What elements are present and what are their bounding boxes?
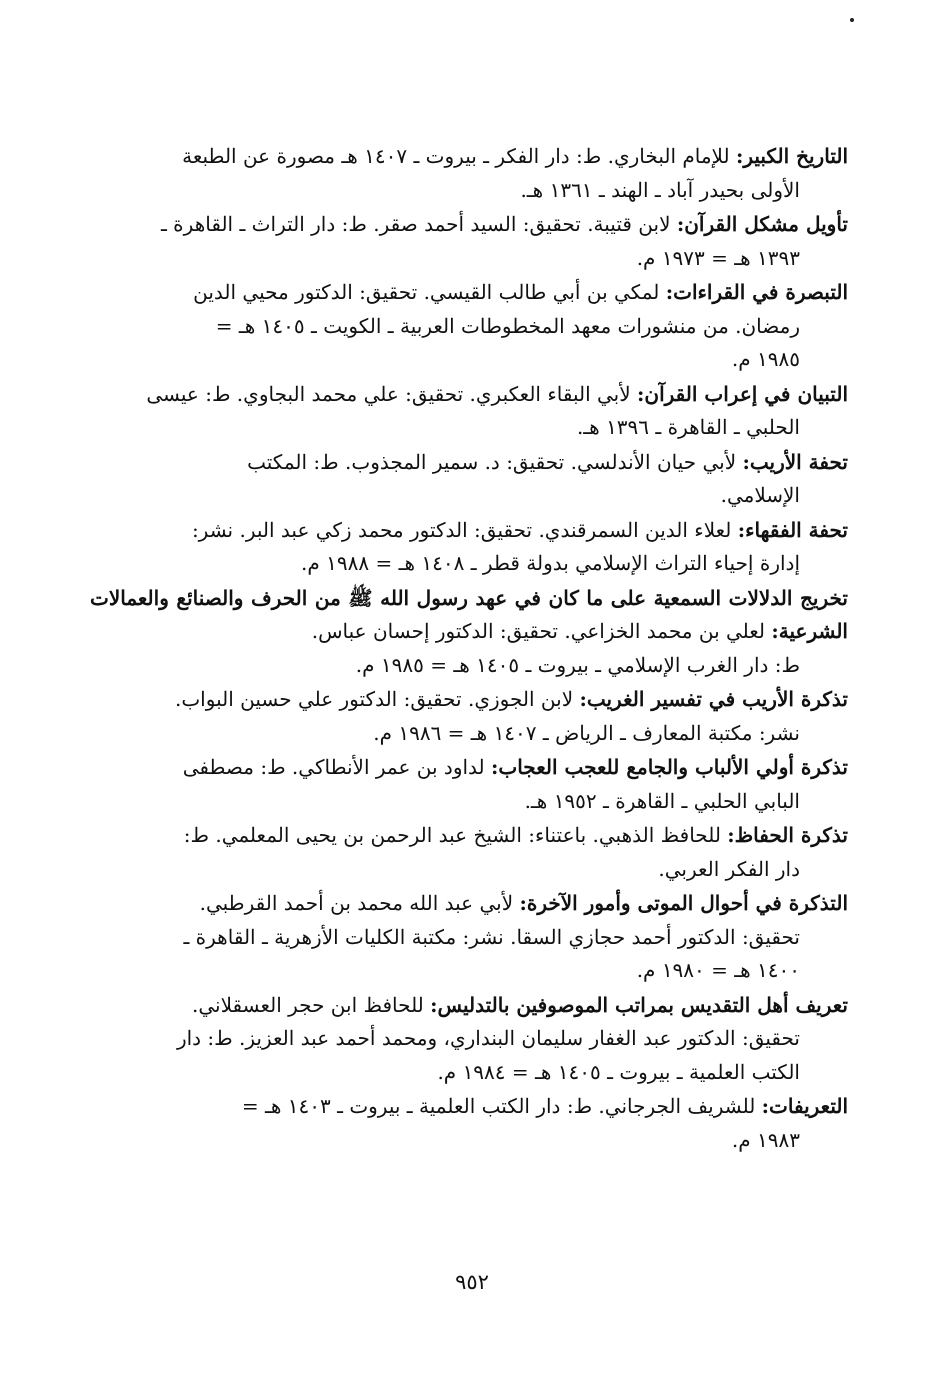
bibliography-entry xyxy=(90,751,848,818)
bibliography-entry xyxy=(90,446,848,513)
corner-dot xyxy=(850,18,854,22)
entry-title: التبيان في إعراب القرآن: xyxy=(637,381,848,406)
entry-title: تذكرة أولي الألباب والجامع للعجب العجاب: xyxy=(490,755,848,779)
entry-continuation: إدارة إحياء التراث الإسلامي بدولة قطر ـ ١٤٠٨ هـ = ١٩٨٨ م. xyxy=(301,551,800,575)
entry-text: لعلاء الدين السمرقندي. تحقيق: الدكتور محمد زكي عبد البر. نشر: xyxy=(191,517,732,542)
bibliography-entry xyxy=(90,1090,848,1157)
entry-text: لداود بن عمر الأنطاكي. ط: مصطفى xyxy=(182,755,485,779)
bibliography-page xyxy=(90,140,848,1158)
bibliography-entry xyxy=(90,208,848,275)
entry-text: لابن قتيبة. تحقيق: السيد أحمد صقر. ط: دار التراث ـ القاهرة ـ xyxy=(160,212,671,236)
entry-continuation: تحقيق: الدكتور عبد الغفار سليمان البنداري، ومحمد أحمد عبد العزيز. ط: دار xyxy=(176,1026,800,1050)
entry-title: التذكرة في أحوال الموتى وأمور الآخرة: xyxy=(519,891,848,915)
entry-continuation: ط: دار الغرب الإسلامي ـ بيروت ـ ١٤٠٥ هـ = ١٩٨٥ م. xyxy=(355,652,800,677)
entry-continuation: الأولى بحيدر آباد ـ الهند ـ ١٣٦١ هـ. xyxy=(520,177,800,202)
bibliography-entry xyxy=(90,819,848,886)
entry-text: للحافظ ابن حجر العسقلاني. xyxy=(192,992,424,1017)
entry-continuation: الإسلامي. xyxy=(720,483,800,507)
entry-text: للإمام البخاري. ط: دار الفكر ـ بيروت ـ ١٤٠٧ هـ مصورة عن الطبعة xyxy=(182,144,730,168)
page-number: ٩٥٢ xyxy=(455,1270,489,1294)
entry-continuation: تحقيق: الدكتور أحمد حجازي السقا. نشر: مكتبة الكليات الأزهرية ـ القاهرة ـ xyxy=(183,924,800,949)
entry-continuation: الحلبي ـ القاهرة ـ ١٣٩٦ هـ. xyxy=(576,415,800,439)
bibliography-entry xyxy=(90,276,848,377)
bibliography-entry xyxy=(90,683,848,750)
entry-title: تعريف أهل التقديس بمراتب الموصوفين بالتدليس: xyxy=(430,992,848,1017)
entry-title: تخريج الدلالات السمعية على ما كان في عهد رسول الله ﷺ من الحرف والصنائع والعمالات الشرعية: xyxy=(90,585,848,643)
bibliography-entry xyxy=(90,514,848,581)
entry-continuation: ١٣٩٣ هـ = ١٩٧٣ م. xyxy=(636,245,800,270)
entry-title: التاريخ الكبير: xyxy=(735,144,848,168)
entry-text: لأبي حيان الأندلسي. تحقيق: د. سمير المجذوب. ط: المكتب xyxy=(247,449,737,474)
bibliography-entry xyxy=(90,887,848,988)
entry-title: تأويل مشكل القرآن: xyxy=(676,212,848,236)
entry-title: تحفة الفقهاء: xyxy=(737,517,848,542)
entry-text: للشريف الجرجاني. ط: دار الكتب العلمية ـ بيروت ـ ١٤٠٣ هـ = xyxy=(241,1094,756,1118)
entry-continuation: الكتب العلمية ـ بيروت ـ ١٤٠٥ هـ = ١٩٨٤ م. xyxy=(437,1059,800,1084)
entry-text: لمكي بن أبي طالب القيسي. تحقيق: الدكتور محيي الدين xyxy=(193,280,660,304)
entry-continuation: ١٩٨٥ م. xyxy=(731,347,800,371)
bibliography-entry xyxy=(90,989,848,1090)
entry-title: التبصرة في القراءات: xyxy=(665,280,848,304)
entry-title: تحفة الأريب: xyxy=(742,449,848,474)
entry-text: لابن الجوزي. تحقيق: الدكتور علي حسين البواب. xyxy=(175,687,574,711)
entry-continuation: البابي الحلبي ـ القاهرة ـ ١٩٥٢ هـ. xyxy=(524,788,800,813)
entry-continuation: نشر: مكتبة المعارف ـ الرياض ـ ١٤٠٧ هـ = ١٩٨٦ م. xyxy=(373,720,800,745)
entry-continuation: رمضان. من منشورات معهد المخطوطات العربية ـ الكويت ـ ١٤٠٥ هـ = xyxy=(215,313,800,338)
entry-continuation: ١٤٠٠ هـ = ١٩٨٠ م. xyxy=(636,958,800,982)
bibliography-entry xyxy=(90,378,848,445)
entry-continuation: دار الفكر العربي. xyxy=(658,856,800,881)
entry-title: التعريفات: xyxy=(761,1094,848,1118)
entry-continuation: ١٩٨٣ م. xyxy=(731,1127,800,1152)
bibliography-entry xyxy=(90,582,848,683)
entry-text: للحافظ الذهبي. باعتناء: الشيخ عبد الرحمن بن يحيى المعلمي. ط: xyxy=(183,823,721,847)
entry-text: لعلي بن محمد الخزاعي. تحقيق: الدكتور إحسان عباس. xyxy=(311,619,766,643)
bibliography-entry xyxy=(90,140,848,207)
entry-text: لأبي عبد الله محمد بن أحمد القرطبي. xyxy=(199,891,514,915)
entry-title: تذكرة الأريب في تفسير الغريب: xyxy=(579,687,848,711)
entry-title: تذكرة الحفاظ: xyxy=(727,823,848,847)
entry-text: لأبي البقاء العكبري. تحقيق: علي محمد البجاوي. ط: عيسى xyxy=(146,381,631,406)
